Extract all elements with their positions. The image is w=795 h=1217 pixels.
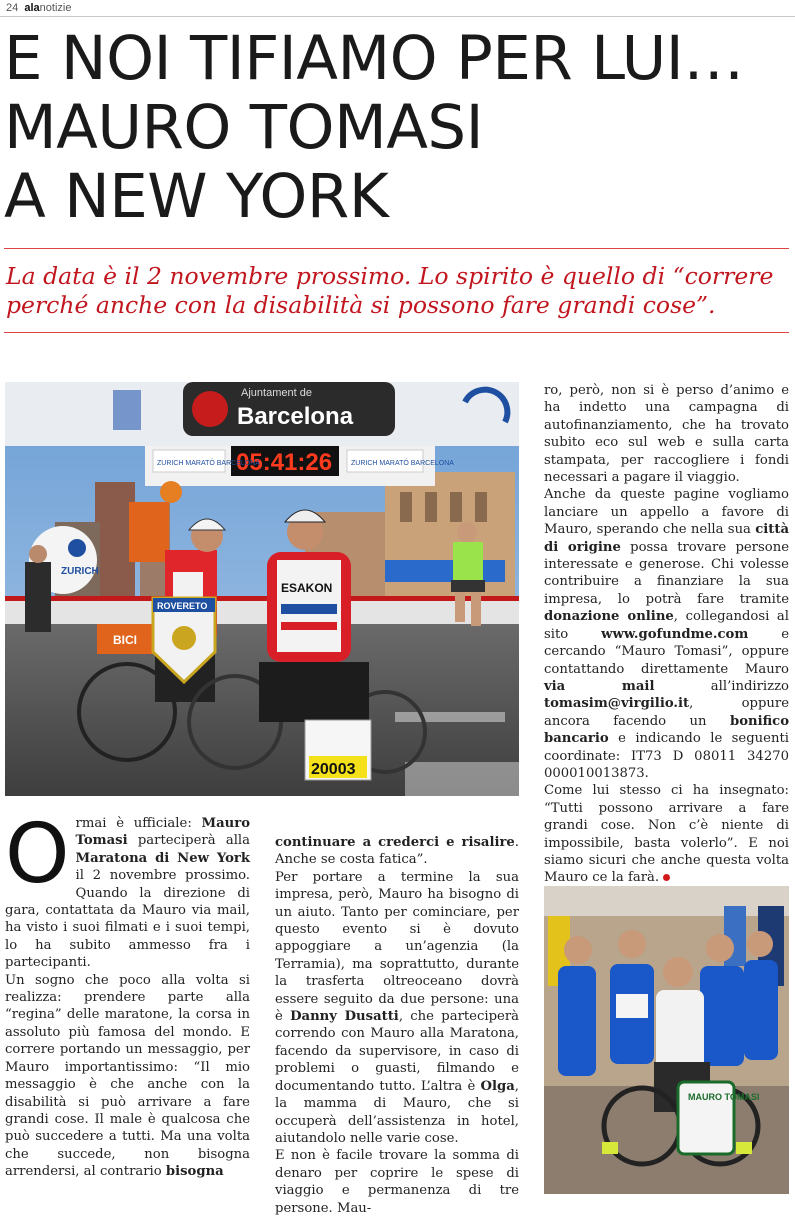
jersey-text: ESAKON <box>281 581 333 595</box>
bib-number: 20003 <box>311 761 356 778</box>
col2-paragraph-3: E non è facile trovare la somma di denaro per coprire le spese di viaggio e permanenza di tre persone. Mau- <box>275 1148 519 1216</box>
subtitle-bottom-rule <box>4 332 789 333</box>
column-3 <box>544 382 789 887</box>
pennant-text: ROVERETO <box>157 601 208 611</box>
banner-top-text: Ajuntament de <box>241 387 312 399</box>
col1-paragraph-2: Un sogno che poco alla volta si realizza: prendere parte alla “regina” delle maratone, la corsa in assoluto più famosa del mondo. E correre portando un messaggio, per Mauro importantissimo: “Il mio messaggio è che anche con la disabilità si può arrivare a fare grandi cose. Il male è qualcosa che può succedere a tutti. Ma una volta che succede, non bisogna arrendersi, al contrario bisogna <box>5 972 250 1180</box>
col3-paragraph-2: Anche da queste pagine vogliamo lanciare un appello a favore di Mauro, sperando che nella sua città di origine possa trovare persone interessate e generose. Chi volesse contribuire a finanziare la sua impresa, lo potrà fare tramite donazione online, collegandosi al sito www.gofundme.com e cercando “Mauro Tomasi”, oppure contattando direttamente Mauro via mail all’indirizzo tomasim@virgilio.it, oppure ancora facendo un bonifico bancario e indicando le seguenti coordinate: IT73 D 08011 34270 000010013873. <box>544 487 790 781</box>
name-danny-dusatti: Danny Dusatti <box>290 1009 399 1025</box>
title-line-3: A NEW YORK <box>4 161 389 232</box>
second-photo <box>544 886 789 1194</box>
title-line-1: E NOI TIFIAMO PER LUI… <box>4 23 744 94</box>
drop-cap: O <box>5 807 70 902</box>
article-title <box>4 24 794 231</box>
subtitle-line-2: perché anche con la disabilità si possono fare grandi cose”. <box>6 291 716 319</box>
event-name: Maratona di New York <box>75 850 250 866</box>
col2-paragraph-1: continuare a crederci e risalire. Anche se costa fatica”. <box>275 835 519 868</box>
article-subtitle <box>6 262 791 320</box>
subtitle-top-rule <box>4 248 789 249</box>
col1-paragraph-1: Ormai è ufficiale: Mauro Tomasi parteciperà alla Maratona di New York il 2 novembre prossimo. Quando la direzione di gara, contattata da Mauro via mail, ha visto i suoi filmati e i suoi tempi, lo ha subito ammesso fra i partecipanti. <box>5 807 250 971</box>
main-photo <box>5 382 519 796</box>
finish-clock: 05:41:26 <box>236 449 333 476</box>
subtitle-line-1: La data è il 2 novembre prossimo. Lo spirito è quello di “correre <box>6 262 774 290</box>
page-header <box>6 2 71 14</box>
sign-left: ZURICH MARATÓ BARCELONA <box>157 460 260 467</box>
bici-text: BICI <box>113 633 137 647</box>
page-number: 24 <box>6 2 19 14</box>
title-line-2: MAURO TOMASI <box>4 92 484 163</box>
end-bullet <box>663 874 670 881</box>
photo-sign-text: MAURO TOMASI <box>688 1092 760 1102</box>
column-1 <box>5 807 250 1181</box>
brand-bold: ala <box>24 2 40 14</box>
balloon-text: ZURICH <box>61 566 99 577</box>
column-2 <box>275 834 519 1217</box>
sign-right: ZURICH MARATÓ BARCELONA <box>351 460 454 467</box>
brand-rest: notizie <box>39 2 72 14</box>
name-mauro-tomasi: Mauro Tomasi <box>75 816 250 849</box>
contact-email: tomasim@virgilio.it <box>544 696 690 712</box>
col2-paragraph-2: Per portare a termine la sua impresa, però, Mauro ha bisogno di un aiuto. Tanto per cominciare, per questo evento si è dovuto appoggiare a un’agenzia (la Terramia), ma soprattutto, durante la trasferta oltreoceano dovrà essere seguito da due persone: una è Danny Dusatti, che parteciperà correndo con Mauro alla Maratona, facendo da supervisore, in caso di problemi o guasti, filmando e documentando tutto. L’altra è Olga, la mamma di Mauro, che si occuperà dell’assistenza in hotel, aiutandolo nelle varie cose. <box>275 869 519 1146</box>
col3-paragraph-3: Come lui stesso ci ha insegnato: “Tutti possono arrivare a fare grandi cose. Non c’è niente di impossibile, basta volerlo”. E noi siamo sicuri che anche questa volta Mauro ce la farà. <box>544 783 789 886</box>
col3-paragraph-1: ro, però, non si è perso d’animo e ha indetto una campagna di autofinanziamento, che ha trovato subito eco sul web e sulla carta stampata, per raccogliere i fondi necessari a pagare il viaggio. <box>544 383 789 486</box>
name-olga: Olga <box>480 1078 515 1094</box>
donation-url: www.gofundme.com <box>601 626 749 642</box>
header-divider <box>0 16 795 17</box>
banner-text: Barcelona <box>237 403 354 430</box>
